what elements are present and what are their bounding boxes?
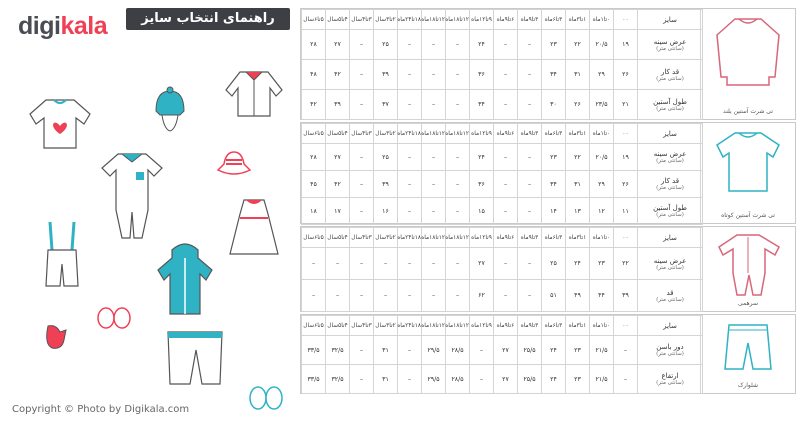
table-cell: ۳۲/۵ xyxy=(326,336,350,365)
table-cell: – xyxy=(350,90,374,120)
table-cell: ۴۴ xyxy=(590,280,614,312)
row-label xyxy=(638,60,703,90)
table-cell: ۳۲/۵ xyxy=(326,365,350,394)
table-cell: – xyxy=(518,144,542,171)
table-cell: ۴۸ xyxy=(302,60,326,90)
table-cell: ۳۹ xyxy=(326,90,350,120)
table-cell: – xyxy=(398,90,422,120)
text-label: عرض سینه xyxy=(653,150,687,158)
table-cell: – xyxy=(518,30,542,60)
table-cell: ۱۲تا۱۸ماه xyxy=(446,10,470,30)
shorts-icon xyxy=(715,321,781,377)
table-cell: ۲۳ xyxy=(590,248,614,280)
table-cell: – xyxy=(518,198,542,225)
text-label: (سانتی متر) xyxy=(656,296,684,303)
text-label: (سانتی متر) xyxy=(656,105,684,112)
table-cell: ۶تا۹ماه xyxy=(494,10,518,30)
row-label xyxy=(638,198,703,225)
table-cell: ۶تا۹ماه xyxy=(494,228,518,248)
table-row xyxy=(302,198,703,225)
row-label xyxy=(638,30,703,60)
table-cell: ۲تا۳سال xyxy=(374,124,398,144)
table-cell: ۹تا۱۲ماه xyxy=(470,316,494,336)
table-cell: ۲۴ xyxy=(566,248,590,280)
text-label: (سانتی متر) xyxy=(656,75,684,82)
table-cell: ۵تا۶سال xyxy=(302,124,326,144)
table-cell: ۳تا۶ماه xyxy=(542,10,566,30)
table-cell: – xyxy=(518,280,542,312)
table-cell: ۲۴ xyxy=(470,144,494,171)
table-cell: – xyxy=(326,280,350,312)
table-cell: ۱۹ xyxy=(614,144,638,171)
table-cell: – xyxy=(398,198,422,225)
table-cell: – xyxy=(374,248,398,280)
text-label: (سانتی متر) xyxy=(656,264,684,271)
table-cell: ۱۷ xyxy=(326,198,350,225)
table-cell: – xyxy=(350,171,374,198)
table-cell: ۱۲تا۱۸ماه xyxy=(422,316,446,336)
row-label xyxy=(638,365,703,394)
table-cell: ۲۰/۵ xyxy=(590,144,614,171)
table-cell: ۱۲تا۱۸ماه xyxy=(446,124,470,144)
table-cell: سایز xyxy=(638,228,703,248)
table-cell: ۴تا۵سال xyxy=(326,316,350,336)
table-cell: – xyxy=(398,365,422,394)
table-cell: – xyxy=(494,171,518,198)
table-cell: ۱۲تا۱۸ماه xyxy=(422,10,446,30)
table-cell: – xyxy=(350,280,374,312)
table-cell: ۳۷ xyxy=(374,90,398,120)
dress-illustration xyxy=(226,196,282,258)
table-cell: ۱۲تا۱۸ماه xyxy=(446,316,470,336)
table-cell: – xyxy=(302,248,326,280)
text-label: طول آستین xyxy=(653,204,687,212)
garment-panel xyxy=(700,123,795,223)
hoodie-illustration xyxy=(150,240,220,318)
text-label: (سانتی متر) xyxy=(656,380,684,386)
table-cell: ۲۹ xyxy=(590,60,614,90)
table-cell: ۲۷ xyxy=(494,365,518,394)
text-label: digi xyxy=(18,12,61,40)
garment-panel xyxy=(700,9,795,119)
table-cell: – xyxy=(446,30,470,60)
table-cell: ۰۰ xyxy=(614,10,638,30)
table-cell: ۲۷ xyxy=(470,248,494,280)
table-cell: ۲۵/۵ xyxy=(518,365,542,394)
size-table-short-sleeve xyxy=(300,122,796,224)
table-cell: ۲۳ xyxy=(566,336,590,365)
table-cell: – xyxy=(350,198,374,225)
hat-illustration xyxy=(150,85,190,135)
table-cell: ۳۱ xyxy=(374,365,398,394)
table-cell: ۳تا۴سال xyxy=(350,316,374,336)
table-cell: ۳تا۹ماه xyxy=(518,316,542,336)
table-cell: ۱۸تا۲۴ماه xyxy=(398,228,422,248)
baby-shoes-illustration xyxy=(96,304,132,330)
table-cell: ۵تا۶سال xyxy=(302,228,326,248)
text-label: قد کار xyxy=(660,177,680,185)
table-cell: ۲۲ xyxy=(566,144,590,171)
table-cell: ۰۰ xyxy=(614,316,638,336)
table-cell: ۳تا۹ماه xyxy=(518,10,542,30)
table-cell: ۲۷ xyxy=(494,336,518,365)
text-label: ارتفاع xyxy=(661,372,679,380)
table-cell: ۱تا۳ماه xyxy=(566,10,590,30)
table-cell: – xyxy=(494,198,518,225)
table-cell: ۲۲ xyxy=(566,30,590,60)
table-cell: ۲۴ xyxy=(542,365,566,394)
size-table-shorts xyxy=(300,314,796,394)
table-cell: – xyxy=(398,30,422,60)
table-cell: ۶تا۹ماه xyxy=(494,316,518,336)
table-cell: ۳۴ xyxy=(470,90,494,120)
table-cell: – xyxy=(422,90,446,120)
table-cell: ۱۳ xyxy=(566,198,590,225)
table-cell: ۲۸/۵ xyxy=(446,365,470,394)
table-cell: ۱۲تا۱۸ماه xyxy=(446,228,470,248)
mitten-illustration xyxy=(40,322,70,352)
table-cell: ۲۳ xyxy=(542,144,566,171)
table-cell: ۲۴ xyxy=(542,336,566,365)
pants-illustration xyxy=(160,328,230,388)
text-label: (سانتی متر) xyxy=(656,351,684,357)
table-cell: – xyxy=(350,365,374,394)
table-cell: ۲۱/۵ xyxy=(590,365,614,394)
copyright-text: Copyright © Photo by Digikala.com xyxy=(12,404,190,415)
table-cell: – xyxy=(398,336,422,365)
table-cell: ۳۹ xyxy=(374,171,398,198)
table-header-row xyxy=(302,124,703,144)
text-label: طول آستین xyxy=(653,97,687,106)
garment-name: شلوارک xyxy=(737,382,759,389)
table-row xyxy=(302,144,703,171)
table-row xyxy=(302,248,703,280)
table-cell: ۱۸تا۲۴ماه xyxy=(398,316,422,336)
table-cell: ۳۹ xyxy=(614,280,638,312)
long-sleeve-tshirt-icon xyxy=(715,15,781,89)
table-cell: – xyxy=(350,60,374,90)
table-cell: ۱۱ xyxy=(614,198,638,225)
table-cell: ۲۷ xyxy=(326,30,350,60)
table-cell: – xyxy=(422,30,446,60)
table-cell: ۳۱ xyxy=(374,336,398,365)
size-charts xyxy=(300,8,796,396)
jacket-illustration xyxy=(222,66,286,120)
table-cell: – xyxy=(398,248,422,280)
table-cell: – xyxy=(398,60,422,90)
table-cell: ۳۶ xyxy=(470,171,494,198)
table-cell: ۵تا۶سال xyxy=(302,10,326,30)
row-label xyxy=(638,144,703,171)
table-cell: – xyxy=(470,336,494,365)
table-cell: ۱۸تا۲۴ماه xyxy=(398,10,422,30)
table-cell: – xyxy=(398,171,422,198)
table-cell: ۳تا۶ماه xyxy=(542,124,566,144)
table-cell: ۲۴ xyxy=(470,30,494,60)
table-cell: – xyxy=(614,336,638,365)
table-cell: ۱تا۳ماه xyxy=(566,316,590,336)
table-cell: – xyxy=(614,365,638,394)
table-cell: – xyxy=(494,280,518,312)
garment-name: تی شرت آستین کوتاه xyxy=(721,212,775,219)
table-cell: ۰تا۱ماه xyxy=(590,316,614,336)
garment-panel xyxy=(700,315,795,393)
table-cell: ۱۵ xyxy=(470,198,494,225)
table-cell: ۲۸ xyxy=(302,30,326,60)
table-header-row xyxy=(302,316,703,336)
table-cell: ۴۲ xyxy=(326,171,350,198)
table-cell: ۰تا۱ماه xyxy=(590,124,614,144)
table-cell: – xyxy=(518,60,542,90)
text-label: عرض سینه xyxy=(653,37,687,46)
table-cell: – xyxy=(350,30,374,60)
table-row xyxy=(302,171,703,198)
table-cell: ۴تا۵سال xyxy=(326,10,350,30)
table-cell: ۳تا۹ماه xyxy=(518,124,542,144)
table-cell: ۲۲ xyxy=(614,248,638,280)
table-cell: ۴۹ xyxy=(566,280,590,312)
table-cell: ۱تا۳ماه xyxy=(566,124,590,144)
table-cell: – xyxy=(446,280,470,312)
table-cell: ۳۳/۵ xyxy=(302,336,326,365)
table-cell: ۳تا۶ماه xyxy=(542,316,566,336)
table-cell: ۱تا۳ماه xyxy=(566,228,590,248)
garment-name: تی شرت آستین بلند xyxy=(723,108,773,115)
table-cell: – xyxy=(494,90,518,120)
table-cell: ۴تا۵سال xyxy=(326,124,350,144)
table-cell: ۴۲ xyxy=(326,60,350,90)
garment-panel xyxy=(700,227,795,311)
table-cell: ۳۰ xyxy=(542,90,566,120)
short-sleeve-tshirt-icon xyxy=(715,129,781,195)
page-title: راهنمای انتخاب سایز آدمک xyxy=(126,8,290,30)
table-cell: ۵تا۶سال xyxy=(302,316,326,336)
table-cell: ۲۱ xyxy=(614,90,638,120)
table-cell: ۹تا۱۲ماه xyxy=(470,124,494,144)
table-cell: ۳تا۹ماه xyxy=(518,228,542,248)
sweater-heart-illustration xyxy=(24,96,96,152)
table-header-row xyxy=(302,10,703,30)
table-cell: – xyxy=(494,30,518,60)
text-label: عرض سینه xyxy=(653,256,687,265)
table-cell: ۳۱ xyxy=(566,60,590,90)
onesie-icon xyxy=(715,233,781,299)
table-cell: – xyxy=(494,144,518,171)
table-cell: ۲۹/۵ xyxy=(422,365,446,394)
table-cell: ۰تا۱ماه xyxy=(590,10,614,30)
table-cell: – xyxy=(518,248,542,280)
table-cell: – xyxy=(446,171,470,198)
table-cell: ۱۲تا۱۸ماه xyxy=(422,228,446,248)
table-cell: – xyxy=(302,280,326,312)
table-cell: ۲۳ xyxy=(566,365,590,394)
table-cell: ۲۶ xyxy=(614,60,638,90)
table-cell: ۲۶ xyxy=(566,90,590,120)
row-label xyxy=(638,90,703,120)
table-cell: – xyxy=(398,144,422,171)
text-label: kala xyxy=(60,12,108,40)
table-cell: – xyxy=(446,90,470,120)
table-row xyxy=(302,365,703,394)
size-table-onesie xyxy=(300,226,796,312)
table-cell: ۹تا۱۲ماه xyxy=(470,10,494,30)
table-cell: – xyxy=(446,198,470,225)
table-cell: ۲۹ xyxy=(590,171,614,198)
table-cell: ۳۴ xyxy=(542,60,566,90)
table-cell: سایز xyxy=(638,10,703,30)
table-cell: – xyxy=(350,248,374,280)
table-cell: – xyxy=(518,171,542,198)
row-label xyxy=(638,248,703,280)
table-cell: سایز xyxy=(638,124,703,144)
text-label: (سانتی متر) xyxy=(656,158,684,164)
table-cell: ۲۵ xyxy=(542,248,566,280)
table-row xyxy=(302,280,703,312)
table-cell: ۹تا۱۲ماه xyxy=(470,228,494,248)
row-label xyxy=(638,171,703,198)
sun-hat-illustration xyxy=(214,148,254,178)
table-header-row xyxy=(302,228,703,248)
table-cell: – xyxy=(422,60,446,90)
table-cell: ۱۲ xyxy=(590,198,614,225)
table-cell: – xyxy=(470,365,494,394)
table-cell: ۲۵ xyxy=(374,30,398,60)
size-table-long-sleeve xyxy=(300,8,796,120)
table-cell: ۲تا۳سال xyxy=(374,316,398,336)
table-cell: ۳۳/۵ xyxy=(302,365,326,394)
table-cell: ۲۷ xyxy=(326,144,350,171)
row-label xyxy=(638,336,703,365)
table-cell: ۱۹ xyxy=(614,30,638,60)
table-cell: ۳تا۶ماه xyxy=(542,228,566,248)
table-cell: ۲۵ xyxy=(374,144,398,171)
table-cell: ۲۳/۵ xyxy=(590,90,614,120)
text-label: (سانتی متر) xyxy=(656,212,684,218)
table-cell: ۱۸تا۲۴ماه xyxy=(398,124,422,144)
table-row xyxy=(302,60,703,90)
text-label: قد xyxy=(666,288,674,297)
table-cell: – xyxy=(326,248,350,280)
table-cell: – xyxy=(446,60,470,90)
table-cell: ۳۶ xyxy=(470,60,494,90)
table-cell: ۱۴ xyxy=(542,198,566,225)
overalls-illustration xyxy=(40,220,84,292)
table-cell: ۳تا۴سال xyxy=(350,228,374,248)
table-cell: ۲تا۳سال xyxy=(374,228,398,248)
table-cell: ۳تا۴سال xyxy=(350,124,374,144)
table-cell: ۴۲ xyxy=(302,90,326,120)
table-cell: ۶تا۹ماه xyxy=(494,124,518,144)
table-cell: ۰۰ xyxy=(614,228,638,248)
text-label: قد کار xyxy=(660,67,680,76)
table-cell: ۲۳ xyxy=(542,30,566,60)
table-row xyxy=(302,90,703,120)
table-cell: ۲تا۳سال xyxy=(374,10,398,30)
table-row xyxy=(302,336,703,365)
table-cell: ۱۸ xyxy=(302,198,326,225)
table-cell: ۴۵ xyxy=(302,171,326,198)
table-cell: – xyxy=(374,280,398,312)
table-cell: ۲۵/۵ xyxy=(518,336,542,365)
table-cell: – xyxy=(422,280,446,312)
table-cell: ۲۹/۵ xyxy=(422,336,446,365)
table-cell: ۳۴ xyxy=(542,171,566,198)
table-cell: – xyxy=(446,248,470,280)
table-cell: ۳۱ xyxy=(566,171,590,198)
table-cell: ۱۲تا۱۸ماه xyxy=(422,124,446,144)
table-cell: ۶۲ xyxy=(470,280,494,312)
table-cell: – xyxy=(494,248,518,280)
table-cell: – xyxy=(422,171,446,198)
garment-name: سرهمی xyxy=(738,300,758,307)
table-cell: – xyxy=(494,60,518,90)
table-cell: – xyxy=(350,336,374,365)
text-label: (سانتی متر) xyxy=(656,45,684,52)
table-cell: ۲۸/۵ xyxy=(446,336,470,365)
table-cell: ۲۱/۵ xyxy=(590,336,614,365)
table-cell: – xyxy=(398,280,422,312)
table-cell: – xyxy=(518,90,542,120)
digikala-logo xyxy=(18,12,107,41)
table-cell: – xyxy=(422,248,446,280)
table-cell: ۳تا۴سال xyxy=(350,10,374,30)
text-label: دور باسن xyxy=(656,343,684,351)
text-label: (سانتی متر) xyxy=(656,185,684,191)
table-cell: ۵۱ xyxy=(542,280,566,312)
table-cell: – xyxy=(350,144,374,171)
row-label xyxy=(638,280,703,312)
table-cell: ۳۹ xyxy=(374,60,398,90)
romper-illustration xyxy=(98,150,166,242)
table-cell: ۰۰ xyxy=(614,124,638,144)
table-cell: ۱۶ xyxy=(374,198,398,225)
table-cell: ۴تا۵سال xyxy=(326,228,350,248)
table-cell: – xyxy=(422,198,446,225)
table-cell: ۲۸ xyxy=(302,144,326,171)
table-cell: سایز xyxy=(638,316,703,336)
table-cell: ۲۶ xyxy=(614,171,638,198)
table-cell: – xyxy=(422,144,446,171)
table-cell: – xyxy=(446,144,470,171)
sandals-illustration xyxy=(246,384,286,412)
table-cell: ۲۰/۵ xyxy=(590,30,614,60)
table-row xyxy=(302,30,703,60)
table-cell: ۰تا۱ماه xyxy=(590,228,614,248)
